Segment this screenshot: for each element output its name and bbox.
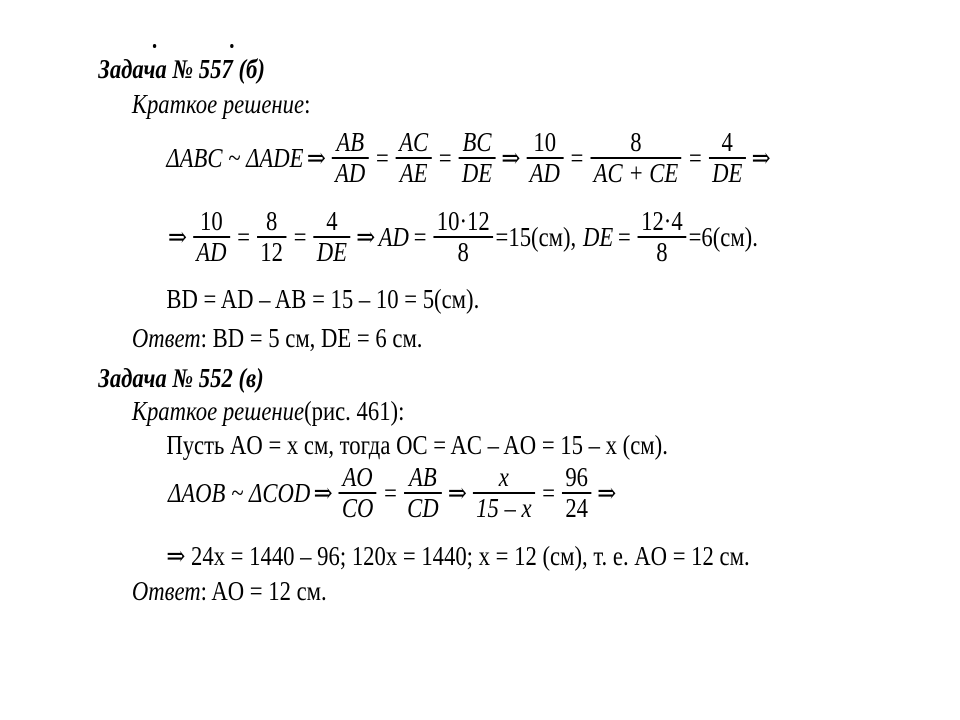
similarity-lhs-2: ΔAOB ~ ΔCOD	[168, 477, 311, 508]
fraction-4-de-b: $\frac{4}{DE}$	[313, 207, 350, 267]
task1-answer-text: : BD = 5 см, DE = 6 см.	[200, 323, 423, 353]
task1-heading: Задача № 557 (б)	[98, 54, 265, 84]
fraction-ab-cd: $\frac{AB}{CD}$	[404, 463, 442, 523]
task1-subtitle	[132, 91, 311, 118]
fraction-ao-co: $\frac{AO}{CO}$	[338, 463, 376, 523]
task1-equation-1: ΔABC ~ ΔADE ⇒ $\frac{AB}{AD}$ = $\frac{AC}{AE}$ = $\frac{BC}{DE}$ ⇒ $\frac{10}{AD}$ = $\frac{8}{AC + CE}$ = $\frac{4}{DE}$ ⇒	[166, 127, 771, 189]
fraction-10-ad-b: $\frac{10}{AD}$	[193, 207, 230, 267]
fraction-4-de: $\frac{4}{DE}$	[709, 128, 746, 188]
task1-answer-label: Ответ	[131, 323, 201, 353]
task1-sub-colon: :	[304, 89, 311, 119]
task2-equation-1: ΔAOB ~ ΔCOD ⇒ $\frac{AO}{CO}$ = $\frac{AB}{CD}$ ⇒ $\frac{x}{15 - x}$ = $\frac{96}{24}$ ⇒	[168, 462, 617, 524]
task2-answer-label: Ответ	[131, 576, 201, 606]
similarity-lhs: ΔABC ~ ΔADE	[166, 142, 304, 173]
task2-calc-line: ⇒ 24x = 1440 – 96; 120x = 1440; x = 12 (см), т. е. AO = 12 см.	[166, 541, 750, 571]
fraction-bc-de: $\frac{BC}{DE}$	[459, 128, 496, 188]
fraction-12x4-8: $\frac{12\cdot 4}{8}$	[638, 207, 686, 267]
task1-sub-italic: Краткое решение	[131, 89, 305, 119]
fraction-8-ac-ce: $\frac{8}{AC + CE}$	[590, 128, 681, 188]
fraction-10-ad: $\frac{10}{AD}$	[526, 128, 563, 188]
task1-equation-2: ⇒ $\frac{10}{AD}$ = $\frac{8}{12}$ = $\frac{4}{DE}$ ⇒ AD = $\frac{10\cdot 12}{8}$ =15(см), DE = $\frac{12\cdot 4}{8}$ =6(см).	[168, 206, 758, 268]
task1-answer	[132, 325, 423, 352]
fraction-96-24: $\frac{96}{24}$	[562, 463, 591, 523]
task2-sub-rest: (рис. 461):	[304, 396, 405, 426]
task1-bd-line: BD = AD – AB = 15 – 10 = 5(см).	[166, 284, 480, 314]
de-result: =6(см).	[688, 221, 758, 252]
de-label: DE	[582, 221, 614, 252]
task2-let-line: Пусть AO = x см, тогда OC = AC – AO = 15 – x (см).	[166, 430, 668, 460]
task2-subtitle	[132, 398, 405, 425]
fraction-ac-ae: $\frac{AC}{AE}$	[396, 128, 432, 188]
ad-result: =15(см),	[495, 221, 577, 252]
fraction-8-12: $\frac{8}{12}$	[257, 207, 286, 267]
fraction-x-15-x: $\frac{x}{15 - x}$	[473, 463, 535, 523]
task2-heading: Задача № 552 (в)	[98, 363, 264, 393]
ad-label: AD	[378, 221, 409, 252]
implies-symbol: ⇒	[306, 142, 326, 173]
task2-answer-text: : AO = 12 см.	[200, 576, 327, 606]
fraction-ab-ad: $\frac{AB}{AD}$	[332, 128, 369, 188]
task2-sub-italic: Краткое решение	[131, 396, 305, 426]
fraction-10x12-8: $\frac{10\cdot 12}{8}$	[433, 207, 493, 267]
task2-answer	[132, 578, 327, 605]
